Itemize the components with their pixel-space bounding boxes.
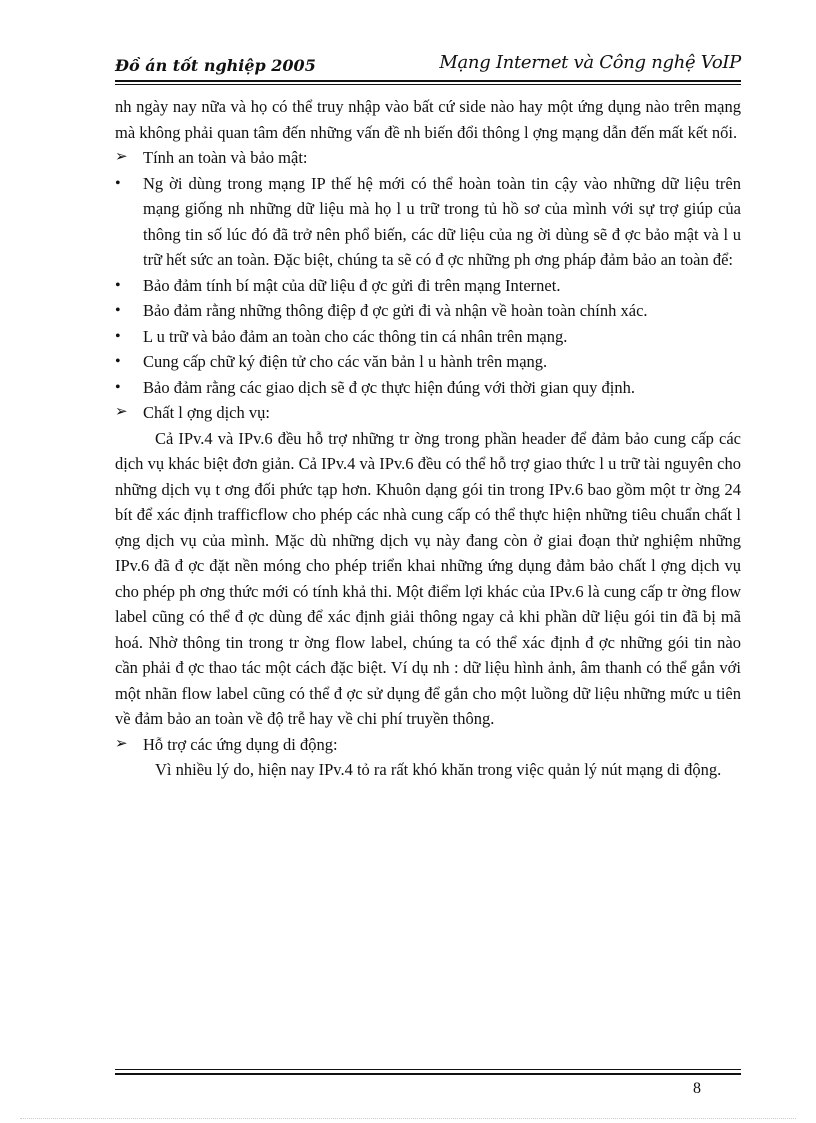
security-heading [115, 145, 741, 171]
arrow-bullet-icon: ➢ [115, 149, 128, 165]
security-bullet-item [115, 375, 741, 401]
bullet-dot-icon: • [115, 302, 121, 319]
bullet-text: Bảo đảm tính bí mật của dữ liệu đ ợc gửi đi trên mạng Internet. [143, 275, 561, 295]
qos-heading [115, 400, 741, 426]
arrow-bullet-icon: ➢ [115, 735, 128, 752]
page-header [115, 50, 741, 78]
bullet-text: Ng ời dùng trong mạng IP thế hệ mới có thể hoàn toàn tin cậy vào những dữ liệu trên mạng giống nh những dữ liệu mà họ l u trữ trong tủ hồ sơ của mình với sự trợ giúp của thông tin số lúc đó đã trở nên phổ biến, các dữ liệu của ng ời dùng sẽ đ ợc bảo mật và l u trữ hết sức an toàn. Đặc biệt, chúng ta sẽ có đ ợc những ph ơng pháp đảm bảo an toàn để: [143, 173, 741, 269]
bullet-dot-icon: • [115, 353, 121, 370]
security-bullet-item [115, 273, 741, 299]
bullet-dot-icon: • [115, 174, 121, 192]
bullet-text: Bảo đảm rằng các giao dịch sẽ đ ợc thực hiện đúng với thời gian quy định. [143, 377, 635, 397]
header-left-title: Đồ án tốt nghiệp 2005 [115, 56, 316, 75]
security-bullet-item [115, 324, 741, 350]
header-right-title: Mạng Internet và Công nghệ VoIP [439, 52, 741, 73]
footer-rule-secondary [115, 1073, 741, 1075]
security-bullet-item [115, 298, 741, 324]
bullet-text: Cung cấp chữ ký điện tử cho các văn bản l u hành trên mạng. [143, 352, 548, 371]
intro-paragraph: nh ngày nay nữa và họ có thể truy nhập vào bất cứ side nào hay một ứng dụng nào trên mạng mà không phải quan tâm đến những vấn đề nh biến đổi thông l ợng mạng dẫn đến mất kết nối. [115, 97, 741, 142]
security-heading-text: Tính an toàn và bảo mật: [143, 148, 308, 167]
bullet-dot-icon: • [115, 378, 121, 396]
header-rule-secondary [115, 84, 741, 85]
mobile-paragraph: Vì nhiều lý do, hiện nay IPv.4 tỏ ra rất khó khăn trong việc quản lý nút mạng di động. [155, 760, 722, 779]
page-edge-divider [20, 1118, 796, 1120]
arrow-bullet-icon: ➢ [115, 404, 128, 420]
qos-heading-text: Chất l ợng dịch vụ: [143, 403, 270, 422]
bullet-dot-icon: • [115, 327, 121, 345]
page-number: 8 [693, 1080, 701, 1097]
mobile-heading-text: Hỗ trợ các ứng dụng di động: [143, 734, 338, 754]
qos-paragraph: Cả IPv.4 và IPv.6 đều hỗ trợ những tr ờng trong phần header để đảm bảo cung cấp các dịch vụ khác biệt đơn giản. Cả IPv.4 và IPv.6 đều có thể hỗ trợ giao thức l u trữ tài nguyên cho những dịch vụ t ơng đối phức tạp hơn. Khuôn dạng gói tin trong IPv.6 bao gồm một tr ờng 24 bít để xác định trafficflow cho phép các nhà cung cấp có thể thực hiện những tiêu chuẩn chất l ợng dịch vụ của mình. Mặc dù những dịch vụ này đang còn ở giai đoạn thử nghiệm những IPv.6 đã đ ợc đặt nền móng cho phép triển khai những ứng dụng đảm bảo chất l ợng dịch vụ cho phép ph ơng thức mới có tính khả thi. Một điểm lợi khác của IPv.6 là cung cấp tr ờng flow label cũng có thể đ ợc dùng để xác định giải thông ngay cả khi phần dữ liệu gói tin đã bị mã hoá. Nhờ thông tin trong tr ờng flow label, chúng ta có thể xác định đ ợc những gói tin nào cần phải đ ợc thao tác một cách đặc biệt. Ví dụ nh : dữ liệu hình ảnh, âm thanh có thể gắn với một nhãn flow label cũng có thể đ ợc sử dụng để gắn cho một luồng dữ liệu những mức u tiên về đảm bảo an toàn về độ trễ hay về chi phí truyền thông. [115, 428, 741, 728]
bullet-text: Bảo đảm rằng những thông điệp đ ợc gửi đi và nhận về hoàn toàn chính xác. [143, 301, 648, 320]
security-bullet-item [115, 171, 741, 273]
page-content [115, 94, 741, 783]
footer-rule [115, 1069, 741, 1070]
bullet-text: L u trữ và bảo đảm an toàn cho các thông tin cá nhân trên mạng. [143, 326, 568, 346]
bullet-dot-icon: • [115, 276, 121, 294]
header-rule [115, 80, 741, 82]
mobile-heading [115, 732, 741, 758]
security-bullet-item [115, 349, 741, 375]
